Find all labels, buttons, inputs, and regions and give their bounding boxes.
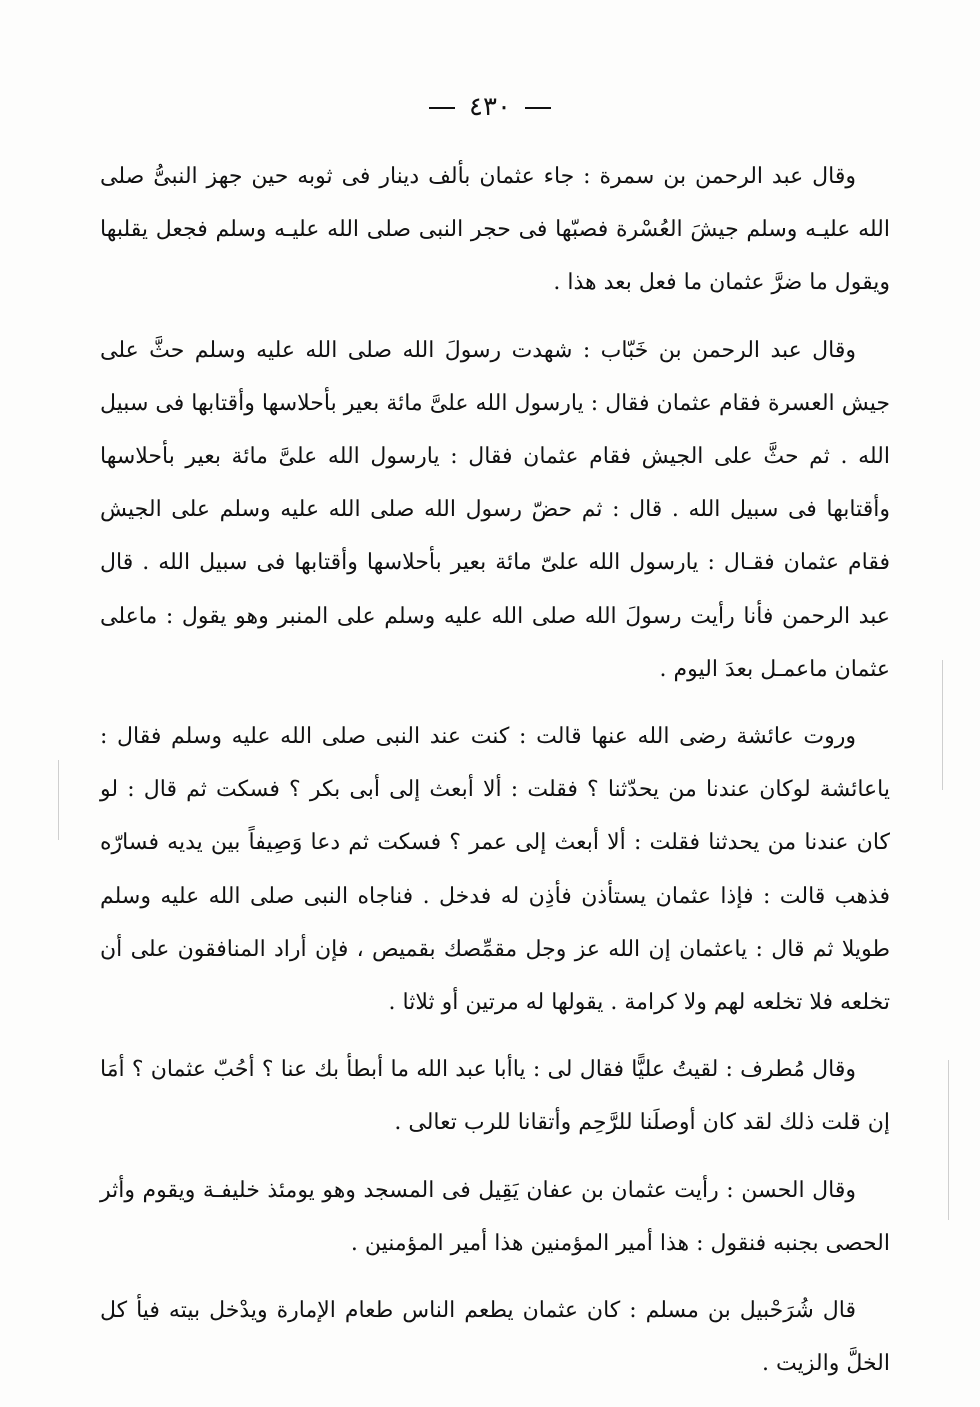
page-number xyxy=(0,92,980,122)
paragraph-abdulrahman-samura: وقال عبد الرحمن بن سمرة : جاء عثمان بألف دينار فى ثوبه حين جهز النبىُّ صلى الله عليـه وسلم جيشَ العُسْرة فصبّها فى حجر النبى صلى الله عليـه وسلم فجعل يقلبها ويقول ما ضرَّ عثمان ما فعل بعد هذا . xyxy=(100,164,890,296)
page-body xyxy=(100,150,890,1404)
page-number-dash-right xyxy=(525,107,551,109)
paragraph-shurahbil: قال شُرَحْبيل بن مسلم : كان عثمان يطعم الناس طعام الإمارة ويدْخل بيته فيأ كل الخلَّ والزيت . xyxy=(100,1298,890,1377)
paragraph-hasan: وقال الحسن : رأيت عثمان بن عفان يَقِيل فى المسجد وهو يومئذ خليفـة ويقوم وأثر الحصى بجنبه فنقول : هذا أمير المؤمنين هذا أمير المؤمنين . xyxy=(100,1177,890,1256)
page-number-text: ٤٣٠ xyxy=(469,92,511,122)
page-number-dash-left xyxy=(429,107,455,109)
paragraph-abdulrahman-khabbab: وقال عبد الرحمن بن خَبّاب : شهدت رسولَ الله صلى الله عليه وسلم حثَّ على جيش العسرة فقام عثمان فقال : يارسول الله علىَّ مائة بعير بأحلاسها وأقتابها فى سبيل الله . ثم حثَّ على الجيش فقام عثمان فقال : يارسول الله علىَّ مائة بعير بأحلاسها وأقتابها فى سبيل الله . قال : ثم حضّ رسول الله صلى الله عليه وسلم على الجيش فقام عثمان فقـال : يارسول الله علىّ مائة بعير بأحلاسها وأقتابها فى سبيل الله . قال عبد الرحمن فأنا رأيت رسولَ الله صلى الله عليه وسلم على المنبر وهو يقول : ماعلى عثمان ماعمـل بعدَ اليوم . xyxy=(100,337,890,682)
scan-margin-line xyxy=(942,660,943,790)
scan-margin-line xyxy=(58,760,59,840)
paragraph-mutarrif: وقال مُطرف : لقيتُ عليًّا فقال لى : ياأبا عبد الله ما أبطأ بك عنا ؟ أحُبّ عثمان ؟ أمَا إن قلت ذلك لقد كان أوصلَنا للرَّحِم وأتقانا للرب تعالى . xyxy=(100,1057,890,1136)
scan-margin-line xyxy=(948,1060,949,1220)
paragraph-aisha: وروت عائشة رضى الله عنها قالت : كنت عند النبى صلى الله عليه وسلم فقال : ياعائشة لوكان عندنا من يحدّثنا ؟ فقلت : ألا أبعث إلى أبى بكر ؟ فسكت ثم قال : لو كان عندنا من يحدثنا فقلت : ألا أبعث إلى عمر ؟ فسكت ثم دعا وَصِيفاً بين يديه فسارّه فذهب قالت : فإذا عثمان يستأذن فأذِن له فدخل . فناجاه النبى صلى الله عليه وسلم طويلا ثم قال : ياعثمان إن الله عز وجل مقمِّصك بقميص ، فإن أراد المنافقون على أن تخلعه فلا تخلعه لهم ولا كرامة . يقولها له مرتين أو ثلاثا . xyxy=(100,724,890,1016)
